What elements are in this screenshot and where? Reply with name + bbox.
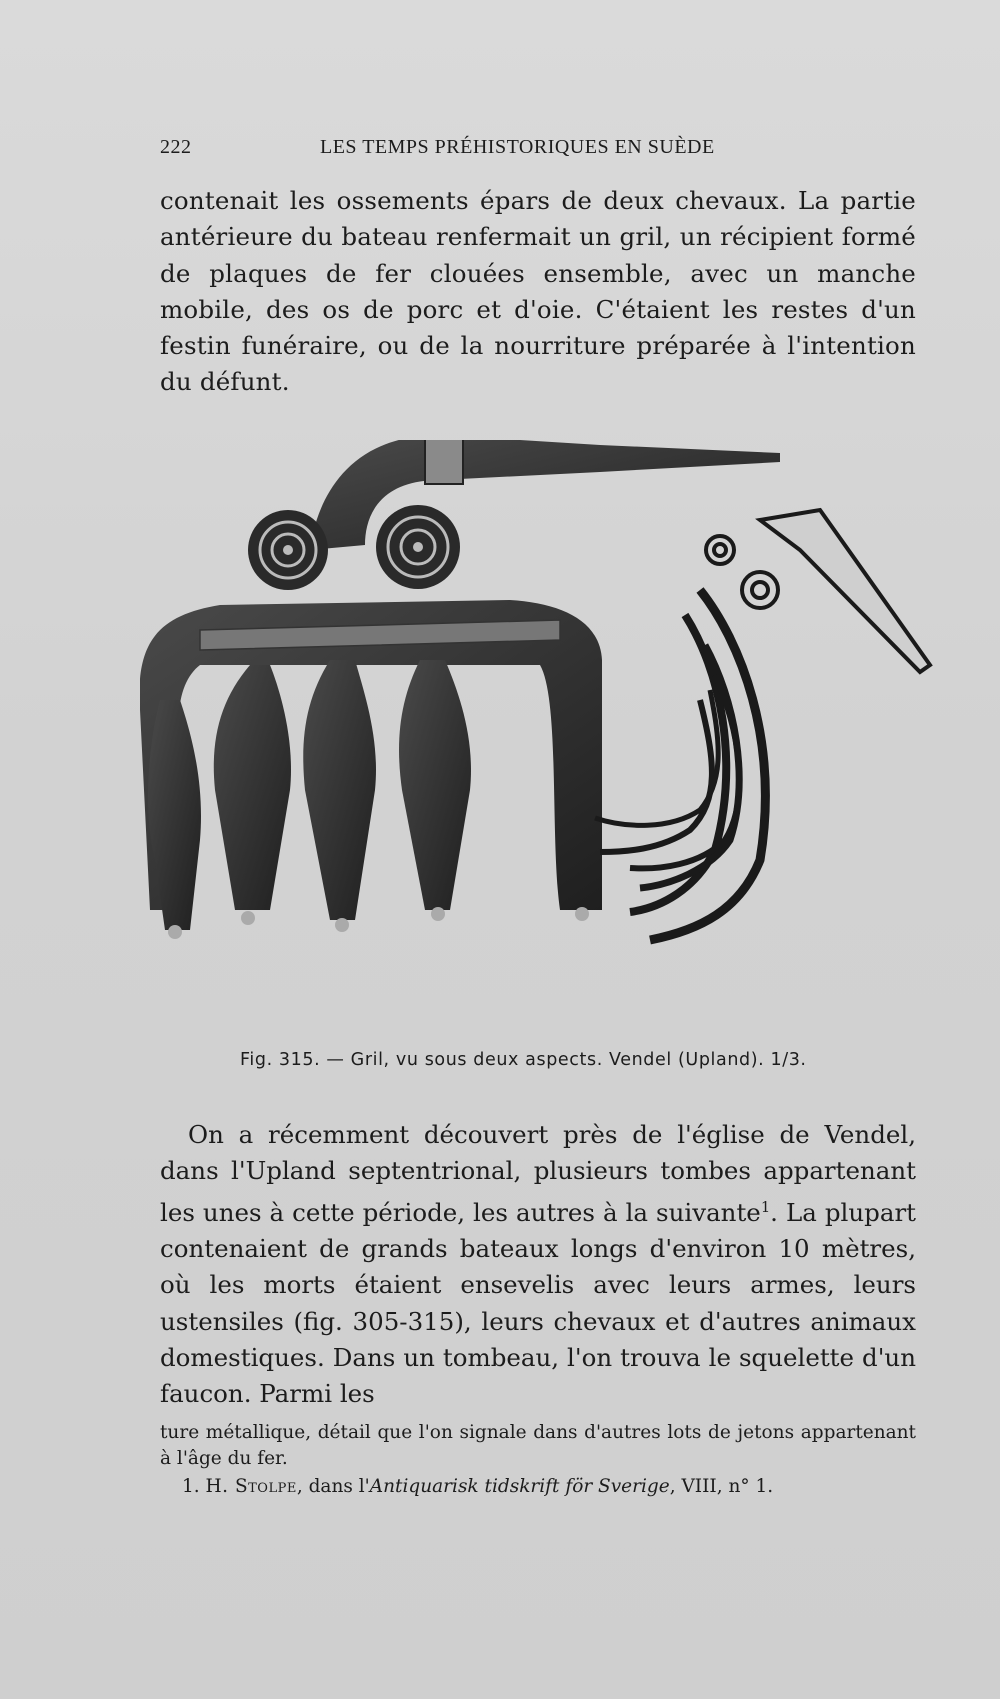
footnote-marker: 1 [760,1198,771,1216]
paragraph-2-text-a: On a récemment découvert près de l'église de Vendel, dans l'Upland septentrional, plusieurs tombes appartenant les unes à cette période, les autres à la suivante [160,1120,916,1227]
paragraph-1: contenait les ossements épars de deux chevaux. La partie antérieure du bateau renfermait un gril, un récipient formé de plaques de fer clouées ensemble, avec un manche mobile, des os de porc et d'oie. C'étaient les restes d'un festin funéraire, ou de la nourriture préparée à l'intention du défunt. [160,186,916,397]
paragraph-2 [160,1117,916,1413]
footnote-1-end: , VIII, n° 1. [669,1476,774,1497]
paragraph-2-text-b: . La plupart contenaient de grands bateaux longs d'environ 10 mètres, où les morts étaient ensevelis avec leurs armes, leurs ustensiles (fig. 305-315), leurs chevaux et d'autres animaux domestiques. Dans un tombeau, l'on trouva le squelette d'un faucon. Parmi les [160,1197,916,1409]
figure-315 [140,440,940,1040]
footnotes [160,1420,916,1500]
footnote-1-author: H. Stolpe [205,1476,297,1497]
figure-caption: Fig. 315. — Gril, vu sous deux aspects. Vendel (Upland). 1/3. [240,1050,807,1070]
footnote-1 [160,1474,916,1500]
running-title: LES TEMPS PRÉHISTORIQUES EN SUÈDE [320,136,715,158]
footnote-1-number: 1. [182,1476,200,1497]
footnote-1-journal: Antiquarisk tidskrift för Sverige [369,1476,670,1497]
footnote-1-mid: , dans l' [296,1476,370,1497]
grill-side-view [595,510,930,940]
grill-illustration [140,440,940,1040]
footnote-continuation: ture métallique, détail que l'on signale dans d'autres lots de jetons appartenant à l'âge du fer. [160,1422,916,1469]
page-number: 222 [160,136,192,158]
